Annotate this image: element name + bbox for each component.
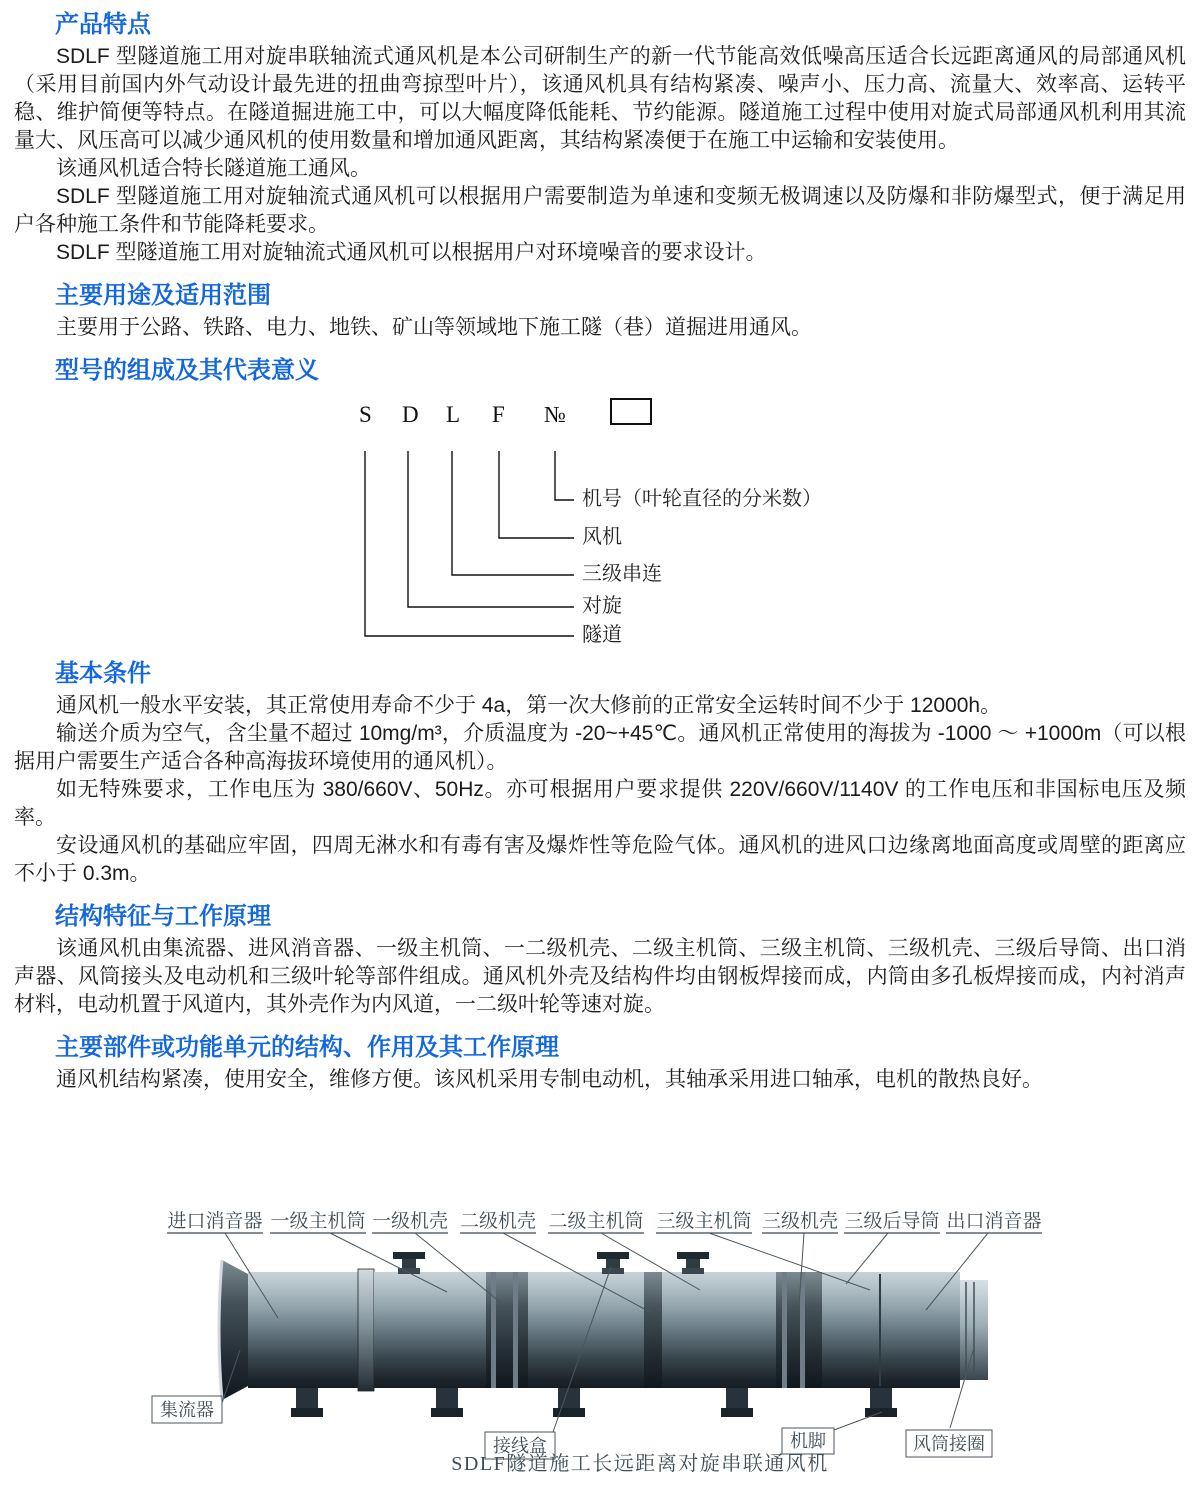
model-letter-d: D bbox=[402, 402, 419, 427]
section-usage bbox=[14, 281, 1186, 342]
model-letter-f: F bbox=[492, 402, 505, 427]
section-heading-usage: 主要用途及适用范围 bbox=[55, 282, 271, 309]
model-label-contra-rotating: 对旋 bbox=[582, 595, 622, 617]
paragraph: 主要用于公路、铁路、电力、地铁、矿山等领域地下施工隧（巷）道掘进用通风。 bbox=[56, 316, 812, 339]
stage2-main-barrel bbox=[528, 1272, 644, 1388]
label-collector: 集流器 bbox=[160, 1400, 214, 1420]
flange-ring bbox=[358, 1269, 374, 1391]
label-machine-foot: 机脚 bbox=[790, 1431, 826, 1451]
section-heading-components: 主要部件或功能单元的结构、作用及其工作原理 bbox=[55, 1034, 559, 1061]
model-label-fan-number: 机号（叶轮直径的分米数） bbox=[582, 488, 822, 510]
paragraph: SDLF 型隧道施工用对旋轴流式通风机可以根据用户对环境噪音的要求设计。 bbox=[56, 241, 767, 264]
paragraph: SDLF 型隧道施工用对旋串联轴流式通风机是本公司研制生产的新一代节能高效低噪高压适合长远距离通风的局部通风机（采用目前国内外气动设计最先进的扭曲弯掠型叶片），该通风机具有结构紧凑、噪声小、压力高、流量大、效率高、运转平稳、维护简便等特点。在隧道掘进施工中，可以大幅度降低能耗、节约能源。隧道施工过程中使用对旋式局部通风机利用其流量大、风压高可以减少通风机的使用数量和增加通风距离，其结构紧凑便于在施工中运输和安装使用。 bbox=[14, 45, 1186, 152]
model-label-tunnel: 隧道 bbox=[582, 624, 622, 646]
label-duct-joint: 风筒接圈 bbox=[913, 1434, 985, 1454]
section-heading-conditions: 基本条件 bbox=[55, 660, 151, 687]
inlet-bell bbox=[219, 1260, 248, 1400]
section-features bbox=[14, 10, 1186, 267]
paragraph: 通风机结构紧凑，使用安全，维修方便。该风机采用专制电动机，其轴承采用进口轴承，电机的散热良好。 bbox=[56, 1068, 1043, 1091]
model-label-fan: 风机 bbox=[582, 526, 622, 548]
section-conditions bbox=[14, 659, 1186, 888]
stage2-casing bbox=[644, 1272, 662, 1388]
rear-guide-outlet-segment bbox=[822, 1272, 960, 1388]
label-rear-guide: 三级后导筒 bbox=[844, 1211, 940, 1232]
label-stage3-barrel: 三级主机筒 bbox=[656, 1211, 752, 1232]
paragraph: 该通风机由集流器、进风消音器、一级主机筒、一二级机壳、二级主机筒、三级主机筒、三级机壳、三级后导筒、出口消声器、风筒接头及电动机和三级叶轮等部件组成。通风机外壳及结构件均由钢板焊接而成，内筒由多孔板焊接而成，内衬消声材料，电动机置于风道内，其外壳作为内风道，一二级叶轮等速对旋。 bbox=[14, 937, 1186, 1016]
paragraph: 输送介质为空气，含尘量不超过 10mg/m³，介质温度为 -20~+45℃。通风机正常使用的海拔为 -1000 ～ +1000m（可以根据用户需要生产适合各种高海拔环境使用的通风机）。 bbox=[14, 722, 1186, 773]
fan-assembly-drawing bbox=[0, 1200, 1200, 1500]
section-heading-features: 产品特点 bbox=[55, 11, 151, 38]
label-stage3-casing: 三级机壳 bbox=[761, 1211, 839, 1232]
label-inlet-silencer: 进口消音器 bbox=[167, 1211, 263, 1232]
label-stage2-barrel: 二级主机筒 bbox=[548, 1211, 644, 1232]
paragraph: SDLF 型隧道施工用对旋轴流式通风机可以根据用户需要制造为单速和变频无极调速以及防爆和非防爆型式，便于满足用户各种施工条件和节能降耗要求。 bbox=[14, 185, 1186, 236]
model-letter-l: L bbox=[446, 402, 461, 427]
connector-line-s bbox=[365, 451, 574, 636]
section-heading-structure: 结构特征与工作原理 bbox=[55, 903, 271, 930]
paragraph: 该通风机适合特长隧道施工通风。 bbox=[56, 157, 371, 180]
label-stage1-casing: 一级机壳 bbox=[371, 1211, 449, 1232]
junction-boxes bbox=[393, 1252, 709, 1274]
model-code-diagram bbox=[14, 389, 1186, 645]
model-label-three-stage-series: 三级串连 bbox=[582, 563, 662, 585]
stage1-main-barrel bbox=[374, 1272, 486, 1388]
model-letter-s: S bbox=[359, 402, 372, 427]
label-stage1-barrel: 一级主机筒 bbox=[270, 1211, 366, 1232]
stage3-main-barrel bbox=[662, 1272, 776, 1388]
inlet-silencer-segment bbox=[248, 1272, 358, 1388]
paragraph: 通风机一般水平安装，其正常使用寿命不少于 4a，第一次大修前的正常安全运转时间不少于 12000h。 bbox=[56, 694, 1002, 717]
fan-body bbox=[248, 1269, 988, 1391]
section-components bbox=[14, 1033, 1186, 1094]
diagram-caption: SDLF隧道施工长远距离对旋串联通风机 bbox=[451, 1453, 829, 1475]
section-model-code bbox=[14, 356, 1186, 645]
label-junction-box: 接线盒 bbox=[493, 1436, 547, 1456]
section-structure bbox=[14, 902, 1186, 1019]
paragraph: 如无特殊要求，工作电压为 380/660V、50Hz。亦可根据用户要求提供 220V/660V/1140V 的工作电压和非国标电压及频率。 bbox=[14, 778, 1186, 829]
connector-line-no bbox=[555, 451, 574, 500]
connector-line-d bbox=[408, 451, 574, 607]
label-stage2-casing: 二级机壳 bbox=[459, 1211, 537, 1232]
paragraph: 安设通风机的基础应牢固，四周无淋水和有毒有害及爆炸性等危险气体。通风机的进风口边缘离地面高度或周壁的距离应不小于 0.3m。 bbox=[14, 834, 1186, 885]
label-outlet-silencer: 出口消音器 bbox=[946, 1211, 1042, 1232]
connector-line-f bbox=[499, 451, 574, 538]
model-letter-no: № bbox=[544, 402, 566, 427]
section-heading-model: 型号的组成及其代表意义 bbox=[55, 357, 319, 384]
mounting-feet bbox=[291, 1386, 897, 1417]
fan-assembly-diagram bbox=[0, 1200, 1200, 1500]
